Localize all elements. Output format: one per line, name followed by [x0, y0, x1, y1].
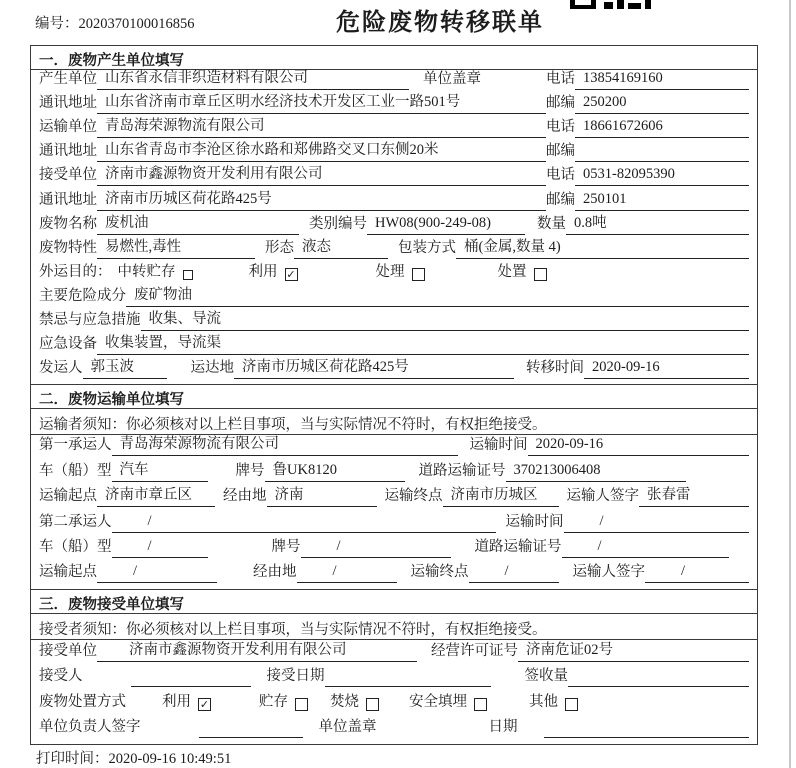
field-label: 电话 [546, 167, 575, 184]
field-label: 第二承运人 [39, 513, 112, 530]
checkbox: ✓ [286, 268, 296, 281]
checkbox-label: 其他 [529, 693, 558, 710]
option-transfer-storage [118, 260, 193, 283]
form-row [31, 640, 757, 666]
field-label: 通讯地址 [39, 95, 97, 112]
field-value: 收集、导流 [141, 307, 750, 331]
field-label: 第一承运人 [39, 437, 112, 454]
field-label: 电话 [546, 71, 575, 88]
field-label: 通讯地址 [39, 143, 97, 160]
section-producer [30, 45, 758, 385]
field-value: 济南市鑫源物资开发利用有限公司 [97, 162, 546, 186]
field-value: 济南市章丘区 [97, 483, 215, 507]
field-label: 接受人 [39, 668, 83, 685]
field-label: 经营许可证号 [431, 642, 518, 659]
field-value: 250200 [575, 94, 749, 114]
print-time-label: 打印时间： [36, 751, 109, 767]
field-label: 邮编 [546, 95, 575, 112]
form-row-disposal [31, 691, 757, 717]
field-label: 电话 [546, 119, 575, 136]
section-producer-title: 一．废物产生单位填写 [31, 46, 757, 70]
field-label: 应急设备 [39, 336, 97, 353]
checkbox [295, 698, 308, 711]
field-label: 运输起点 [39, 564, 97, 581]
section-receiver-title: 三．废物接受单位填写 [31, 590, 757, 614]
form-row [31, 486, 757, 511]
field-value [575, 159, 749, 162]
field-label: 运输人签字 [566, 488, 639, 505]
option-store [259, 690, 308, 713]
checkbox-label: 处置 [497, 263, 527, 280]
transporter-notice: 运输者须知：你必须核对以上栏目事项，当与实际情况不符时，有权拒绝接受。 [31, 409, 757, 435]
field-value: 易燃性,毒性 [97, 235, 255, 259]
field-label: 邮编 [546, 191, 575, 208]
field-value: 2020-09-16 [528, 436, 750, 456]
field-label: 日期 [488, 719, 518, 736]
field-label: 外运目的： [39, 263, 112, 280]
field-label: 单位盖章 [318, 719, 377, 736]
field-value [325, 684, 491, 687]
field-value: / [562, 538, 730, 558]
field-value: 山东省青岛市李沧区徐水路和郑佛路交叉口东侧20米 [97, 138, 546, 162]
field-value: / [301, 538, 451, 558]
form-number-value: 2020370100016856 [78, 16, 195, 32]
field-label: 牌号 [235, 462, 265, 479]
field-value: 山东省永信非织造材料有限公司 [97, 66, 409, 90]
field-value: 13854169160 [575, 70, 749, 90]
field-value: 青岛海荣源物流有限公司 [112, 432, 458, 456]
field-value: / [97, 563, 217, 583]
page-title: 危险废物转移联单 [336, 10, 544, 36]
section-receiver [30, 589, 758, 745]
field-label: 接受单位 [39, 167, 97, 184]
option-dispose [498, 260, 547, 283]
checkbox-label: 中转贮存 [117, 263, 176, 280]
field-value: 汽车 [112, 458, 208, 482]
field-value: / [112, 538, 208, 558]
field-label: 接受日期 [266, 668, 325, 685]
option-utilize [249, 260, 298, 283]
checkbox: ✓ [199, 698, 210, 711]
field-value: 2020-09-16 [584, 359, 749, 379]
field-value: / [645, 563, 749, 583]
checkbox [474, 698, 487, 711]
field-label: 包装方式 [398, 239, 456, 256]
field-label: 单位负责人签字 [39, 719, 141, 736]
option-other [529, 690, 578, 713]
field-label: 主要危险成分 [39, 287, 126, 304]
qr-code-fragment-icon [568, 0, 658, 10]
field-label: 邮编 [546, 143, 575, 160]
field-value [568, 684, 749, 687]
option-secure-landfill [409, 690, 487, 713]
field-value [199, 735, 303, 738]
field-label: 形态 [265, 239, 294, 256]
field-label: 运输终点 [384, 488, 443, 505]
form-row [31, 435, 757, 460]
field-value: 济南市鑫源物资开发利用有限公司 [97, 638, 417, 662]
checkbox [412, 268, 425, 281]
checkbox [366, 698, 379, 711]
field-label: 道路运输证号 [418, 462, 506, 479]
field-label: 单位盖章 [423, 71, 481, 88]
field-label: 转移时间 [526, 360, 584, 377]
field-value: / [297, 563, 397, 583]
field-label: 废物名称 [39, 215, 97, 232]
field-label: 接受单位 [39, 642, 97, 659]
field-label: 运输人签字 [572, 564, 645, 581]
field-label: 废物特性 [39, 239, 97, 256]
form-row [31, 537, 757, 562]
option-incinerate [330, 690, 379, 713]
field-value: 张春雷 [639, 483, 749, 507]
checkbox-label: 贮存 [259, 693, 288, 710]
field-value: 济南市历城区荷花路425号 [234, 355, 514, 379]
field-label: 数量 [537, 215, 566, 232]
field-value: 0.8吨 [566, 211, 749, 235]
field-value: 山东省济南市章丘区明水经济技术开发区工业一路501号 [97, 90, 546, 114]
receiver-notice: 接受者须知：你必须核对以上栏目事项，当与实际情况不符时，有权拒绝接受。 [31, 614, 757, 640]
option-treat [376, 260, 425, 283]
form-number-label: 编号： [35, 16, 79, 32]
form-row [31, 717, 757, 743]
field-label: 产生单位 [39, 71, 97, 88]
field-label: 运输单位 [39, 119, 97, 136]
field-label: 发运人 [39, 360, 83, 377]
option-utilize [162, 690, 211, 713]
section-transporter-title: 二．废物运输单位填写 [31, 385, 757, 409]
field-value: 250101 [575, 191, 749, 211]
field-label: 禁忌与应急措施 [39, 312, 141, 329]
field-label: 车（船）型 [39, 538, 112, 555]
field-label: 类别编号 [309, 215, 367, 232]
field-value: 370213006408 [506, 462, 686, 482]
field-label: 道路运输证号 [474, 538, 562, 555]
field-value: 济南 [267, 483, 377, 507]
field-value: 废机油 [97, 211, 299, 235]
form-row [31, 460, 757, 485]
field-label: 废物处置方式 [39, 693, 126, 710]
field-label: 运输时间 [505, 513, 564, 530]
checkbox-label: 处理 [375, 263, 405, 280]
field-value: 0531-82095390 [575, 166, 749, 186]
form-row [31, 666, 757, 692]
checkbox-label: 安全填埋 [409, 693, 467, 710]
field-label: 签收量 [524, 668, 568, 685]
field-value: 济南市历城区荷花路425号 [97, 187, 546, 211]
field-value: 废矿物油 [126, 283, 749, 307]
field-value: 收集装置，导流渠 [97, 331, 749, 355]
form-row [31, 511, 757, 536]
field-value: 郭玉波 [83, 355, 167, 379]
field-label: 经由地 [223, 488, 267, 505]
field-label: 经由地 [253, 564, 297, 581]
field-value: / [564, 513, 750, 533]
field-value: / [469, 563, 559, 583]
field-value: / [112, 513, 496, 533]
checkbox-label: 焚烧 [330, 693, 359, 710]
checkbox-label: 利用 [248, 263, 278, 280]
field-value [544, 735, 750, 738]
form-row [31, 359, 757, 383]
field-label: 运达地 [190, 360, 234, 377]
scan-edge-line [789, 0, 791, 768]
field-label: 运输终点 [410, 564, 469, 581]
field-value: 青岛海荣源物流有限公司 [97, 114, 546, 138]
field-label: 通讯地址 [39, 191, 97, 208]
checkbox [565, 698, 578, 711]
section-transporter [30, 384, 758, 590]
print-time-value: 2020-09-16 10:49:51 [108, 751, 232, 767]
field-label: 牌号 [271, 538, 301, 555]
field-label: 车（船）型 [39, 462, 112, 479]
field-value: 18661672606 [575, 118, 749, 138]
field-value [131, 684, 251, 687]
form-row [31, 562, 757, 587]
print-time [36, 747, 231, 768]
field-value: 济南危证02号 [518, 638, 749, 662]
form-number [35, 12, 195, 33]
checkbox [534, 268, 547, 281]
field-value: 液态 [294, 235, 388, 259]
field-label: 运输起点 [39, 488, 97, 505]
field-value: 鲁UK8120 [265, 458, 405, 482]
checkbox-label: 利用 [162, 693, 191, 710]
checkbox [183, 270, 193, 280]
field-label: 运输时间 [469, 437, 528, 454]
field-value: 济南市历城区 [443, 483, 559, 507]
field-value: HW08(900-249-08) [367, 215, 525, 235]
field-value: 桶(金属,数量 4) [456, 235, 749, 259]
